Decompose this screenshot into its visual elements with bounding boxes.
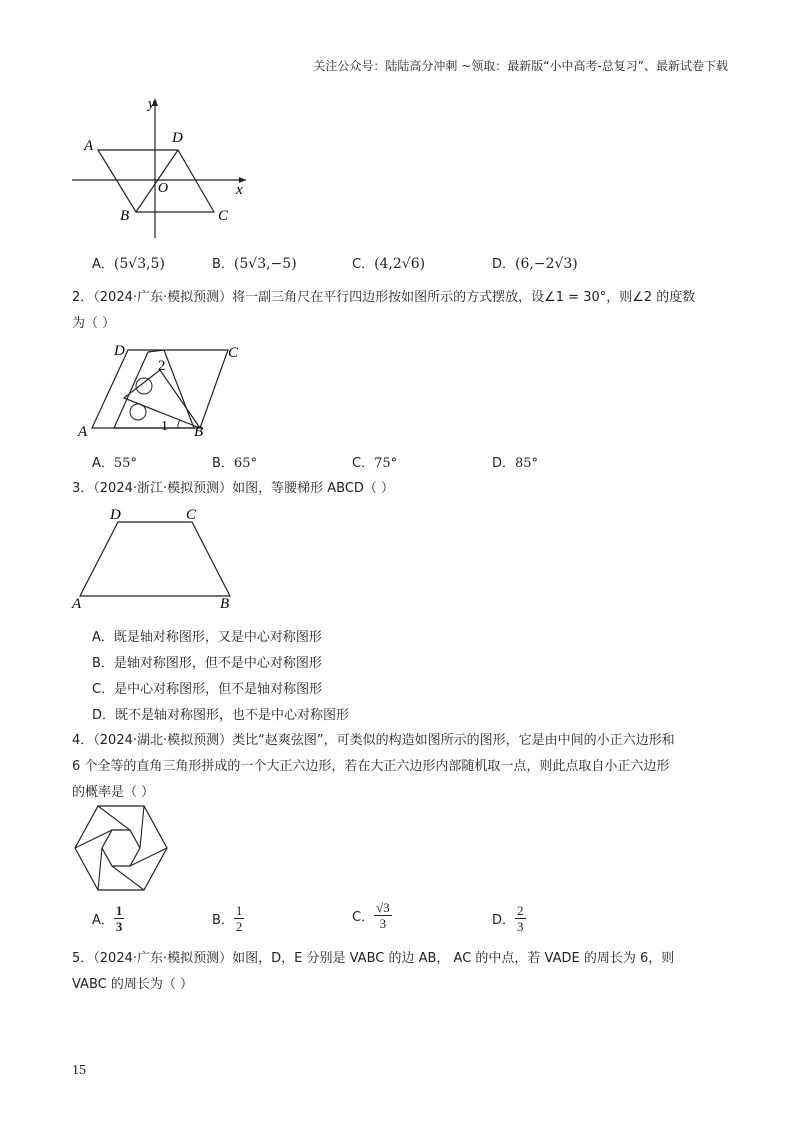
- q3-option-d[interactable]: D．既不是轴对称图形，也不是中心对称图形: [92, 708, 350, 723]
- q1-coordinate-figure: [68, 92, 258, 242]
- large-hexagon: [75, 806, 167, 890]
- hole-circle-1: [136, 378, 152, 394]
- label-angle-1: 1: [161, 419, 168, 434]
- q1-option-c[interactable]: C．(4,2√6): [352, 256, 426, 272]
- q5-stem-line2: VABC 的周长为（ ）: [72, 977, 193, 992]
- q2-option-a[interactable]: A．55°: [92, 456, 137, 471]
- label-d: D: [114, 343, 125, 359]
- diagonal-bd: [136, 150, 178, 212]
- parallelogram-abcd: [98, 150, 214, 212]
- q2-stem-line2: 为（ ）: [72, 316, 116, 331]
- label-y: y: [148, 96, 155, 112]
- q5-stem-line1: 5．（2024·广东·模拟预测）如图，D，E 分别是 VABC 的边 AB， AC 的中点，若 VADE 的周长为 6，则: [72, 951, 675, 966]
- label-d: D: [172, 130, 183, 146]
- q4-stem-line1: 4．（2024·湖北·模拟预测）类比“赵爽弦图”，可类似的构造如图所示的图形，它是由中间的小正六边形和: [72, 733, 675, 748]
- label-a: A: [78, 424, 88, 440]
- q3-option-a[interactable]: A．既是轴对称图形，又是中心对称图形: [92, 630, 322, 645]
- label-x: x: [236, 182, 243, 198]
- small-hexagon: [102, 830, 140, 866]
- q4-option-b[interactable]: B． $\frac{1}{2}$: [212, 903, 243, 934]
- label-o: O: [158, 181, 169, 196]
- q1-option-d[interactable]: D．(6,−2√3): [492, 256, 578, 272]
- label-angle-2: 2: [158, 358, 166, 374]
- q4-option-d[interactable]: D． $\frac{2}{3}$: [492, 903, 524, 934]
- angle-1-arc: [178, 420, 180, 428]
- label-a: A: [72, 596, 82, 612]
- q1-option-a[interactable]: A．(5√3,5): [92, 256, 165, 272]
- q3-option-c[interactable]: C．是中心对称图形，但不是轴对称图形: [92, 682, 323, 697]
- q4-stem-line3: 的概率是（ ）: [72, 785, 155, 800]
- label-b: B: [120, 208, 130, 224]
- label-a: A: [84, 138, 94, 154]
- label-c: C: [186, 507, 197, 523]
- q2-option-c[interactable]: C．75°: [352, 456, 398, 471]
- q2-parallelogram-figure: [72, 340, 262, 442]
- q4-stem-line2: 6 个全等的直角三角形拼成的一个大正六边形，若在大正六边形内部随机取一点，则此点取自小正六边形: [72, 759, 670, 774]
- q1-option-b[interactable]: B．(5√3,−5): [212, 256, 297, 272]
- q2-option-b[interactable]: B．65°: [212, 456, 257, 471]
- label-c: C: [228, 345, 239, 361]
- hole-circle-2: [130, 404, 146, 420]
- label-b: B: [220, 596, 230, 612]
- q3-stem: 3．（2024·浙江·模拟预测）如图，等腰梯形 ABCD（ ）: [72, 481, 395, 496]
- label-c: C: [218, 208, 229, 224]
- label-d: D: [110, 507, 121, 523]
- q4-option-c[interactable]: C． $\frac{√3}{3}$: [352, 900, 390, 931]
- page-number: 15: [72, 1063, 86, 1078]
- q4-option-a[interactable]: A． $\frac{1}{3}$: [92, 903, 123, 934]
- set-square-1: [114, 350, 194, 428]
- q2-option-d[interactable]: D．85°: [492, 456, 539, 471]
- page-header: 关注公众号：陆陆高分冲刺 ~领取：最新版“小中高考-总复习”、最新试卷下载: [313, 59, 728, 73]
- q3-option-b[interactable]: B．是轴对称图形，但不是中心对称图形: [92, 656, 322, 671]
- label-b: B: [194, 424, 204, 440]
- trapezoid-abcd: [80, 522, 230, 596]
- q4-hexagon-figure: [72, 802, 172, 894]
- q2-stem-line1: 2．（2024·广东·模拟预测）将一副三角尺在平行四边形按如图所示的方式摆放，设∠1 = 30°，则∠2 的度数: [72, 290, 696, 305]
- q3-trapezoid-figure: [68, 504, 248, 612]
